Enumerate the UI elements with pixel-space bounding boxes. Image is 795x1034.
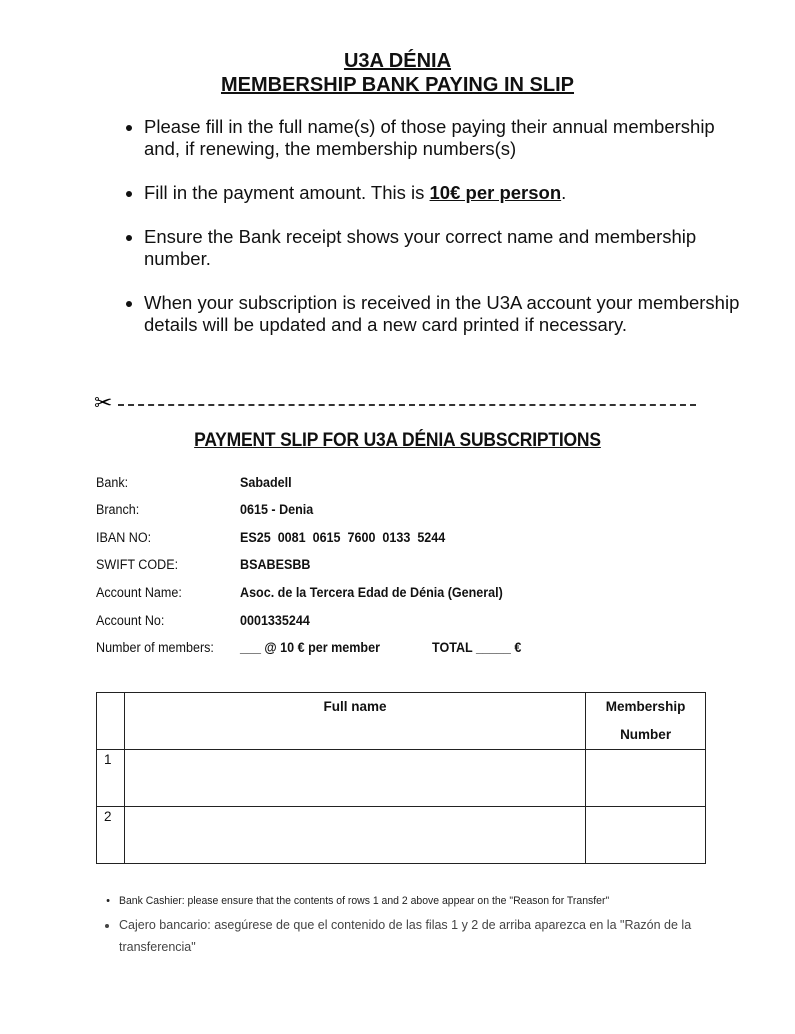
row-number-header: [97, 693, 125, 750]
bank-row: [96, 474, 716, 492]
branch-value: 0615 - Denia: [240, 502, 314, 517]
account-no-value: 0001335244: [240, 613, 310, 628]
fee-amount: 10€ per person: [429, 182, 562, 203]
members-table: [96, 692, 706, 864]
page-subtitle: MEMBERSHIP BANK PAYING IN SLIP: [220, 74, 575, 96]
instruction-item: • Ensure the Bank receipt shows your correct name and membership number.: [144, 226, 744, 270]
full-name-cell[interactable]: [124, 807, 585, 864]
dashed-divider: [118, 404, 696, 406]
members-label: Number of members:: [96, 640, 214, 655]
total-value: TOTAL _____ €: [432, 640, 522, 655]
membership-number-cell[interactable]: [586, 807, 706, 864]
cashier-notes: [95, 890, 729, 960]
membership-number-header: Membership Number: [586, 693, 706, 750]
note-english: • Bank Cashier: please ensure that the contents of rows 1 and 2 above appear on the "Reason for Transfer": [119, 890, 699, 912]
note-spanish: • Cajero bancario: asegúrese de que el contenido de las filas 1 y 2 de arriba aparezca en la "Razón de la transferencia": [119, 914, 729, 958]
slip-title: PAYMENT SLIP FOR U3A DÉNIA SUBSCRIPTIONS: [194, 430, 601, 451]
membership-number-cell[interactable]: [586, 750, 706, 807]
iban-label: IBAN NO:: [96, 530, 152, 545]
swift-value: BSABESBB: [240, 557, 311, 572]
instructions-list: [92, 116, 744, 358]
iban-value: ES25 0081 0615 7600 0133 5244: [240, 530, 446, 545]
account-name-row: [96, 584, 716, 602]
account-no-row: [96, 612, 716, 630]
scissors-icon: ✂: [94, 390, 113, 415]
swift-row: [96, 556, 716, 574]
account-name-value: Asoc. de la Tercera Edad de Dénia (General): [240, 585, 503, 600]
branch-row: [96, 501, 716, 519]
instruction-item: • Fill in the payment amount. This is 10€ per person.: [144, 182, 744, 204]
bank-label: Bank:: [96, 475, 129, 490]
full-name-header: Full name: [124, 693, 585, 750]
row-number: 2: [97, 807, 125, 864]
cut-line: [94, 391, 696, 415]
table-header-row: [97, 693, 706, 750]
page-title: U3A DÉNIA: [343, 50, 452, 72]
swift-label: SWIFT CODE:: [96, 557, 179, 572]
table-row: [97, 750, 706, 807]
row-number: 1: [97, 750, 125, 807]
iban-row: [96, 529, 716, 547]
full-name-cell[interactable]: [124, 750, 585, 807]
members-value: ___ @ 10 € per member: [240, 640, 380, 655]
instruction-item: • Please fill in the full name(s) of those paying their annual membership and, if renewing, the membership numbers(s): [144, 116, 744, 160]
account-no-label: Account No:: [96, 613, 165, 628]
branch-label: Branch:: [96, 502, 140, 517]
account-name-label: Account Name:: [96, 585, 182, 600]
instruction-item: • When your subscription is received in the U3A account your membership details will be updated and a new card printed if necessary.: [144, 292, 744, 336]
members-row: [96, 639, 716, 657]
bank-value: Sabadell: [240, 475, 292, 490]
table-row: [97, 807, 706, 864]
